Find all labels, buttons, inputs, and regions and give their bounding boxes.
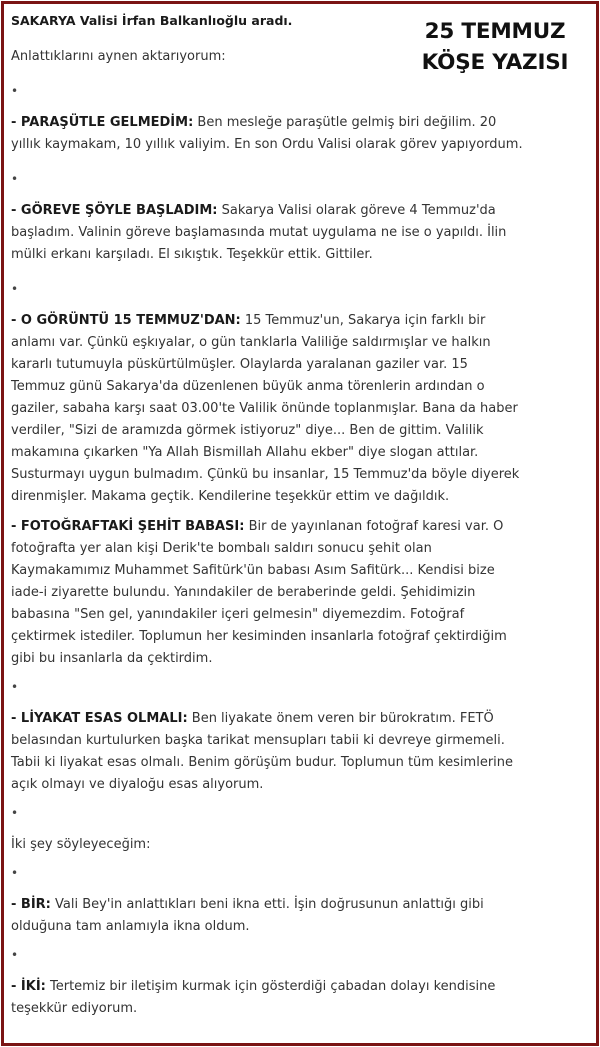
point-text: Tertemiz bir iletişim kurmak için gösterdiği çabadan dolayı kendisine teşekkür ediyorum. bbox=[11, 979, 496, 1016]
bullet-separator: • bbox=[11, 866, 19, 880]
section-heading: - PARAŞÜTLE GELMEDİM: bbox=[11, 115, 194, 130]
section-heading: - FOTOĞRAFTAKİ ŞEHİT BABASI: bbox=[11, 519, 245, 534]
bullet-separator: • bbox=[11, 806, 19, 820]
bullet-separator: • bbox=[11, 282, 19, 296]
section-text: Bir de yayınlanan fotoğraf karesi var. O fotoğrafta yer alan kişi Derik'te bombalı saldırı sonucu şehit olan Kaymakamımız Muhammet Safitürk'ün babası Asım Safitürk... Kendisi bize iade-i ziyarette bulundu. Yanındakiler de beraberinde geldi. Şehidimizin babasına "Sen gel, yanındakiler içeri gelmesin" diyemezdim. Fotoğraf çektirmek istediler. Toplumun her kesiminden insanlarla fotoğraf çektirdiğim gibi bu insanlarla da çektirdim. bbox=[11, 519, 507, 666]
tag-date: 25 TEMMUZ bbox=[424, 19, 566, 44]
bullet-separator: • bbox=[11, 172, 19, 186]
bullet-separator: • bbox=[11, 84, 19, 98]
point-iki bbox=[11, 976, 523, 1020]
section-text: Sakarya Valisi olarak göreve 4 Temmuz'da başladım. Valinin göreve başlamasında mutat uygulama ne ise o yapıldı. İlin mülki erkanı karşıladı. El sıkıştık. Teşekkür ettik. Gittiler. bbox=[11, 203, 507, 262]
section-gorev bbox=[11, 200, 523, 266]
article-frame bbox=[1, 1, 599, 1046]
section-text: 15 Temmuz'un, Sakarya için farklı bir anlamı var. Çünkü eşkıyalar, o gün tanklarla Valiliğe saldırmışlar ve halkın kararlı tutumuyla püskürtülmüşler. Olaylarda yaralanan gaziler var. 15 Temmuz günü Sakarya'da düzenlenen büyük anma törenlerin ardından o gaziler, sabaha karşı saat 03.00'te Valilik önünde toplanmışlar. Bana da haber verdiler, "Sizi de aramızda görmek istiyoruz" diye... Ben de gittim. Valilik makamına çıkarken "Ya Allah Bismillah Allahu ekber" diye slogan attılar. Susturmayı uygun bulmadım. Çünkü bu insanlar, 15 Temmuz'da böyle diyerek direnmişler. Makama geçtik. Kendilerine teşekkür ettim ve dağıldık. bbox=[11, 313, 520, 504]
intro-subtitle: Anlattıklarını aynen aktarıyorum: bbox=[11, 49, 226, 64]
closing-text: İki şey söyleyeceğim: bbox=[11, 837, 151, 852]
point-heading: - İKİ: bbox=[11, 979, 46, 994]
section-goruntu bbox=[11, 310, 523, 508]
point-text: Vali Bey'in anlattıkları beni ikna etti. İşin doğrusunun anlattığı gibi olduğuna tam anlamıyla ikna oldum. bbox=[11, 897, 484, 934]
section-text: Ben liyakate önem veren bir bürokratım. FETÖ belasından kurtulurken başka tarikat mensupları tabii ki devreye girmemeli. Tabii ki liyakat esas olmalı. Benim görüşüm budur. Toplumun tüm kesimlerine açık olmayı ve diyaloğu esas alıyorum. bbox=[11, 711, 514, 792]
section-heading: - LİYAKAT ESAS OLMALI: bbox=[11, 711, 188, 726]
section-sehit-babasi bbox=[11, 516, 523, 670]
section-heading: - GÖREVE ŞÖYLE BAŞLADIM: bbox=[11, 203, 218, 218]
point-bir bbox=[11, 894, 523, 938]
point-heading: - BİR: bbox=[11, 897, 51, 912]
bullet-separator: • bbox=[11, 680, 19, 694]
article-body bbox=[11, 10, 523, 1020]
section-parasut bbox=[11, 112, 523, 156]
section-text: Ben mesleğe paraşütle gelmiş biri değilim. 20 yıllık kaymakam, 10 yıllık valiyim. En son Ordu Valisi olarak görev yapıyordum. bbox=[11, 115, 523, 152]
tag-label: KÖŞE YAZISI bbox=[421, 50, 569, 75]
section-liyakat bbox=[11, 708, 523, 796]
bullet-separator: • bbox=[11, 948, 19, 962]
intro-title: SAKARYA Valisi İrfan Balkanlıoğlu aradı. bbox=[11, 13, 293, 28]
section-heading: - O GÖRÜNTÜ 15 TEMMUZ'DAN: bbox=[11, 313, 241, 328]
